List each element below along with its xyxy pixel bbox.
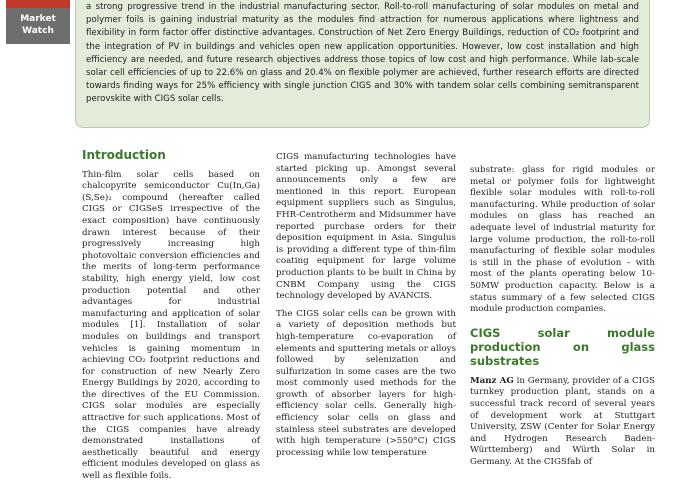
column-3 [470,165,655,474]
tag-line-2: Watch [22,26,54,36]
manz-text: in Germany, provider of a CIGS turnkey production plant, stands on a successful track record of several years of development work at Stuttgart University, ZSW (Center for Solar Energy and Hydrogen Research Baden-Württemberg) and Würth Solar in Germany. At the CIGSfab of [470,375,655,467]
introduction-heading: Introduction [82,148,166,162]
column-2 [276,152,456,465]
column-3-paragraph-1: substrate: glass for rigid modules or metal or polymer foils for lightweight flexible solar modules with roll-to-roll manufacturing. While production of solar modules on glass has reached an adequate level of industrial maturity for large volume production, the roll-to-roll manufacturing of flexible solar modules is still in the phase of evolution – with most of the plants operating below 10-50MW production capacity. Below is a status summary of a few selected CIGS module production companies. [470,165,655,315]
abstract-box [75,0,650,128]
market-watch-tag [6,0,70,44]
intro-paragraph: Thin-film solar cells based on chalcopyrite semiconductor Cu(In,Ga)(S,Se)₂ compound (hereafter called CIGS or CIGSeS irrespective of the exact composition) have continuously drawn interest because of their progressively increasing high photovoltaic conversion efficiencies and the merits of long-term performance stability, high energy yield, low cost production potential and other advantages for industrial manufacturing and application of solar modules [1]. Installation of solar modules on buildings and transport vehicles is gaining momentum in achieving CO₂ footprint reductions and for construction of new Nearly Zero Energy Buildings by 2020, according to the directives of the EU Commission. CIGS solar modules are especially attractive for such applications. Most of the CIGS companies have already demonstrated installations of aesthetically beautiful and energy efficient modules developed on glass as well as flexible foils. [82,169,260,482]
column-2-paragraph-1: CIGS manufacturing technologies have started picking up. Amongst several announcements only a few are mentioned in this report. European equipment suppliers such as Singulus, FHR-Centrotherm and Midsummer have reported purchase orders for their deposition equipment in Asia. Singulus is providing a different type of thin-film coating equipment for large volume production plants to be built in China by CNBM Company using the CIGS technology developed by AVANCIS. [276,152,456,302]
tag-line-1: Market [20,14,56,24]
manz-lead: Manz AG [470,375,514,386]
glass-substrates-heading: CIGS solar module production on glass substrates [470,325,655,368]
column-2-paragraph-2: The CIGS solar cells can be grown with a variety of deposition methods but high-temperature co-evaporation of elements and sputtering metals or alloys followed by selenization and sulfurization in some cases are the two most commonly used methods for the growth of absorber layers for high-efficiency solar cells. Generally high-efficiency solar cells on glass and stainless steel substrates are developed with high temperature (>550°C) CIGS processing while low temperature [276,308,456,458]
manz-paragraph [470,376,655,469]
abstract-text: a strong progressive trend in the industrial manufacturing sector. Roll-to-roll manufacturing of solar modules on metal and polymer foils is gaining industrial maturity as the modules find attraction for numerous applications where lightness and flexibility in form factor offer distinctive advantages. Construction of Net Zero Energy Buildings, reduction of CO₂ footprint and the integration of PV in buildings and vehicles open new application opportunities. However, low cost installation and high efficiency are needed, and future research objectives address those topics of low cost and high performance. While lab-scale solar cell efficiencies of up to 22.6% on glass and 20.4% on flexible polymer are achieved, further research efforts are directed towards finding ways for 25% efficiency with single junction CIGS and 30% with tandem solar cells combining semitransparent perovskite with CIGS solar cells. [86,2,639,105]
column-1 [82,150,260,489]
